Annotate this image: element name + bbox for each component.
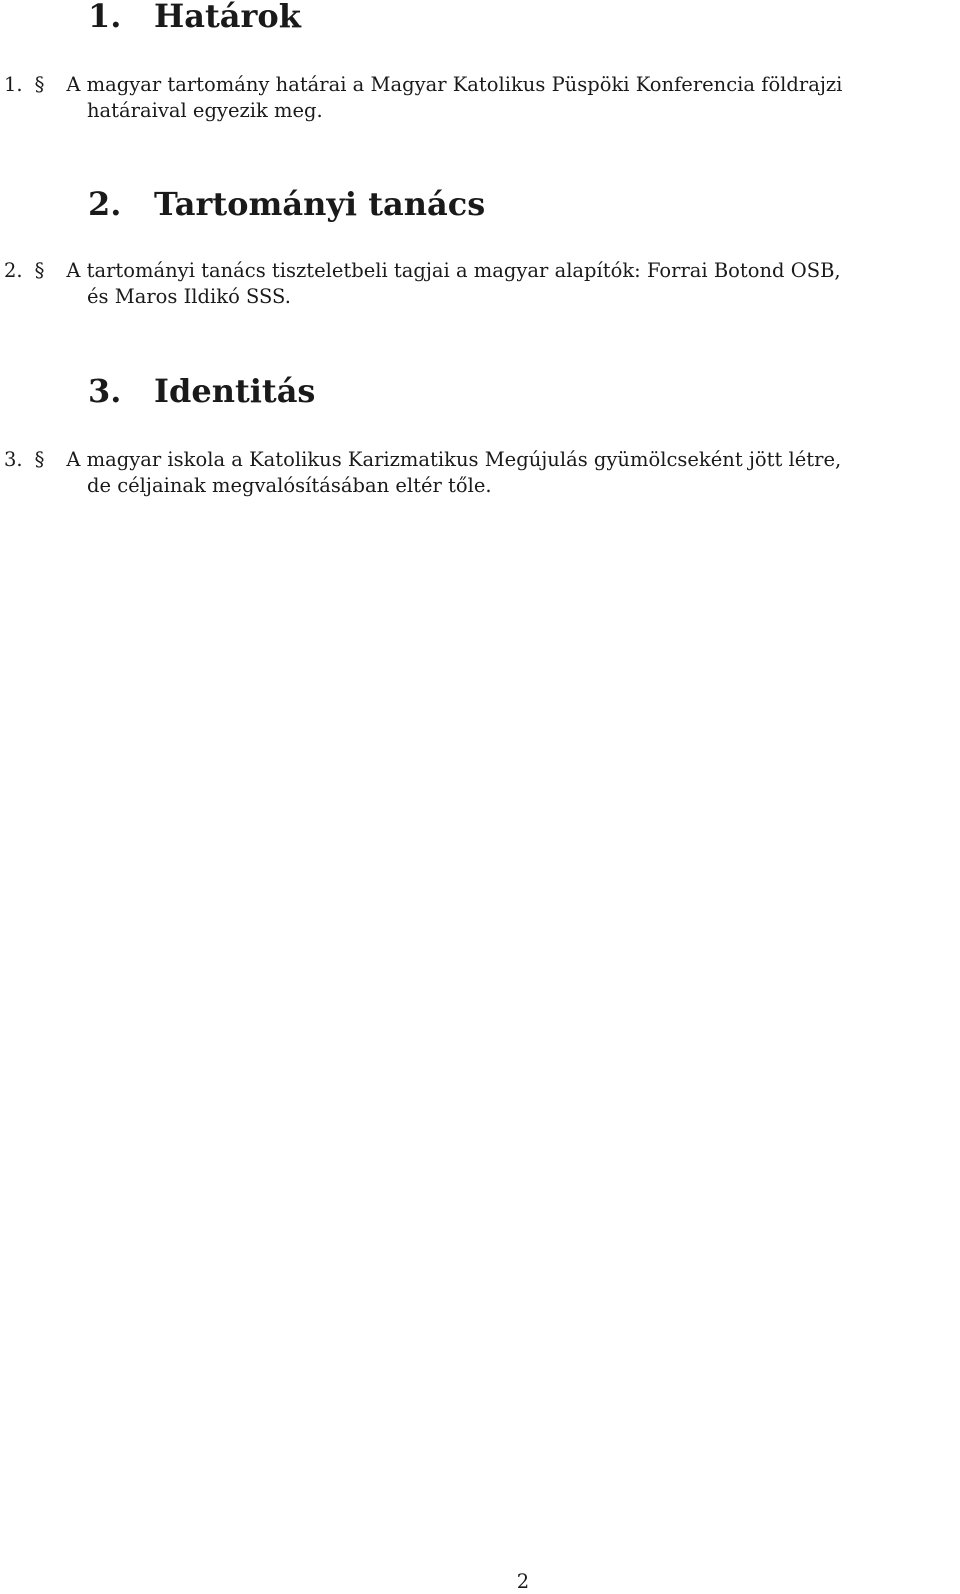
section-number: 3. — [88, 372, 122, 410]
paragraph-number: 1. — [4, 73, 23, 96]
section-sign: § — [34, 73, 45, 96]
page-number: 2 — [516, 1570, 530, 1593]
paragraph-line-2: de céljainak megvalósításában eltér tőle. — [87, 474, 492, 497]
paragraph-number: 2. — [4, 259, 23, 282]
section-number: 2. — [88, 185, 122, 223]
section-title: Tartományi tanács — [154, 185, 486, 223]
paragraph-1 — [0, 72, 955, 124]
section-sign: § — [34, 259, 45, 282]
paragraph-line-1: A tartományi tanács tiszteletbeli tagjai a magyar alapítók: Forrai Botond OSB, — [66, 259, 841, 282]
section-heading-2 — [88, 185, 485, 223]
section-number: 1. — [88, 0, 122, 35]
paragraph-2 — [0, 258, 955, 310]
paragraph-number: 3. — [4, 448, 23, 471]
section-title: Határok — [154, 0, 301, 35]
paragraph-line-1: A magyar iskola a Katolikus Karizmatikus Megújulás gyümölcseként jött létre, — [66, 448, 842, 471]
paragraph-line-1: A magyar tartomány határai a Magyar Katolikus Püspöki Konferencia földrajzi — [66, 73, 843, 96]
paragraph-3 — [0, 447, 955, 499]
section-sign: § — [34, 448, 45, 471]
paragraph-line-2: határaival egyezik meg. — [87, 99, 323, 122]
section-title: Identitás — [154, 372, 316, 410]
paragraph-line-2: és Maros Ildikó SSS. — [87, 285, 291, 308]
section-heading-1 — [88, 0, 301, 35]
section-heading-3 — [88, 372, 315, 410]
